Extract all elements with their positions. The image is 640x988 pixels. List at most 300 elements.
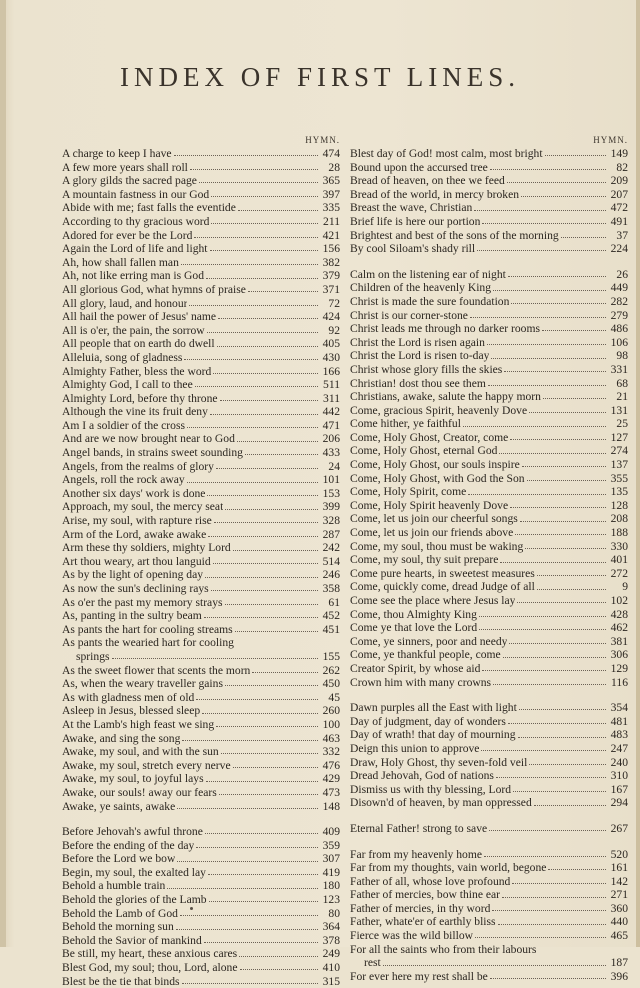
index-entry [350, 553, 628, 567]
first-line-text: Christ the Lord is risen again [350, 335, 485, 349]
hymn-number: 486 [610, 322, 628, 336]
first-line-text: Brightest and best of the sons of the morning [350, 228, 559, 242]
first-line-text: Behold the Savior of mankind [62, 933, 202, 947]
first-line-text: As, when the weary traveller gains [62, 677, 223, 691]
first-line-text: Dread Jehovah, God of nations [350, 769, 494, 783]
hymn-number: 474 [322, 147, 340, 160]
hymn-number: 306 [610, 648, 628, 662]
hymn-number: 279 [610, 308, 628, 322]
hymn-number: 242 [322, 541, 340, 555]
first-line-text: Come, let us join our cheerful songs [350, 512, 518, 526]
dot-leader [204, 617, 318, 618]
hymn-number: 207 [610, 187, 628, 201]
first-line-text: For all the saints who from their labours [350, 942, 537, 956]
index-entry [62, 623, 340, 637]
index-entry [62, 365, 340, 379]
first-line-text: Behold the morning sun [62, 920, 174, 934]
index-entry [350, 336, 628, 350]
index-entry [62, 759, 340, 773]
index-entry [350, 268, 628, 282]
first-line-text: Come, Holy Ghost, with God the Son [350, 471, 525, 485]
index-entry [350, 742, 628, 756]
first-line-text: Come, my soul, thy suit prepare [350, 553, 499, 567]
index-entry [350, 295, 628, 309]
first-line-text: Come hither, ye faithful [350, 417, 461, 431]
dot-leader [211, 590, 318, 591]
first-line-text: Christ is made the sure foundation [350, 294, 510, 308]
hymn-number: 209 [610, 174, 628, 188]
first-line-text: Creator Spirit, by whose aid [350, 661, 481, 675]
dot-leader [209, 901, 318, 902]
first-line-text: Come, quickly come, dread Judge of all [350, 580, 535, 594]
first-line-text: Blest God, my soul; thou, Lord, alone [62, 961, 238, 975]
hymn-number: 311 [323, 391, 340, 405]
dot-leader [513, 791, 606, 792]
index-entry [62, 691, 340, 705]
hymn-number: 401 [610, 553, 628, 567]
first-line-text: Almighty Lord, before thy throne [62, 391, 218, 405]
first-line-text: Almighty Father, bless the word [62, 364, 212, 378]
dot-leader [177, 861, 318, 862]
first-line-text: rest [364, 956, 381, 970]
first-line-text: Christ leads me through no darker rooms [350, 322, 540, 336]
hymn-number: 28 [328, 160, 340, 174]
hymn-number: 82 [616, 160, 628, 174]
first-line-text: For ever here my rest shall be [350, 969, 488, 983]
hymn-number: 360 [610, 901, 628, 915]
index-entry [62, 174, 340, 188]
dot-leader [510, 439, 606, 440]
dot-leader [190, 169, 318, 170]
dot-leader [477, 250, 606, 251]
first-line-text: A mountain fastness in our God [62, 187, 210, 201]
index-entry [62, 432, 340, 446]
hymn-number: 101 [322, 473, 340, 487]
first-line-text: As pants the wearied hart for cooling [62, 636, 234, 650]
hymn-number: 206 [322, 432, 340, 446]
first-line-text: Come, Holy Ghost, Creator, come [350, 430, 509, 444]
hymn-number: 421 [322, 228, 340, 242]
hymn-number: 429 [322, 772, 340, 786]
index-entry [350, 201, 628, 215]
index-entry [350, 580, 628, 594]
index-entry [350, 929, 628, 943]
hymn-number: 379 [322, 269, 340, 283]
hymn-number: 419 [322, 865, 340, 879]
right-entry-list [350, 147, 628, 983]
dot-leader [527, 480, 606, 481]
dot-leader [184, 359, 318, 360]
left-hymn-header: HYMN. [305, 135, 340, 145]
index-entry [350, 174, 628, 188]
dot-leader [221, 753, 318, 754]
print-speck [190, 907, 193, 910]
dot-leader [534, 805, 606, 806]
index-entry [350, 676, 628, 690]
index-entry [62, 487, 340, 501]
first-line-text: All people that on earth do dwell [62, 337, 215, 351]
first-line-text: By cool Siloam's shady rill [350, 242, 476, 256]
index-entry [350, 648, 628, 662]
dot-leader [174, 155, 318, 156]
hymn-number: 142 [610, 874, 628, 888]
right-column [350, 134, 628, 983]
dot-leader [210, 250, 318, 251]
dot-leader [475, 937, 606, 938]
first-line-text: As by the light of opening day [62, 568, 204, 582]
dot-leader [493, 684, 606, 685]
dot-leader [217, 346, 318, 347]
dot-leader [218, 318, 318, 319]
index-entry [350, 915, 628, 929]
dot-leader [488, 385, 606, 386]
hymn-number: 102 [610, 594, 628, 607]
dot-leader [248, 291, 318, 292]
hymn-number: 359 [322, 838, 340, 852]
dot-leader [504, 371, 606, 372]
index-entry [350, 404, 628, 418]
index-entry [62, 473, 340, 487]
dot-leader [545, 155, 606, 156]
dot-leader [490, 169, 606, 170]
dot-leader [463, 426, 606, 427]
first-line-text: Bread of heaven, on thee we feed [350, 174, 505, 188]
dot-leader [204, 942, 318, 943]
dot-leader [220, 400, 318, 401]
dot-leader [225, 604, 318, 605]
hymn-number: 272 [610, 566, 628, 580]
first-line-text: All hail the power of Jesus' name [62, 310, 217, 324]
index-entry [350, 848, 628, 862]
first-line-text: Angels, roll the rock away [62, 473, 185, 487]
left-column [62, 134, 340, 988]
dot-leader [468, 494, 606, 495]
dot-leader [508, 723, 606, 724]
index-entry [62, 147, 340, 161]
dot-leader [237, 441, 318, 442]
dot-leader [180, 915, 318, 916]
hymn-number: 310 [610, 769, 628, 783]
hymn-number: 371 [322, 282, 340, 296]
first-line-text: Disown'd of heaven, by man oppressed [350, 796, 532, 810]
index-entry [350, 147, 628, 161]
dot-leader [515, 534, 606, 535]
first-line-text: Come, Holy Ghost, eternal God [350, 444, 498, 458]
index-entry [350, 377, 628, 391]
hymn-number: 463 [322, 731, 340, 745]
index-entry [350, 242, 628, 256]
dot-leader [195, 386, 318, 387]
dot-leader [182, 983, 318, 984]
first-line-text: Father, whate'er of earthly bliss [350, 915, 496, 929]
index-entry [62, 704, 340, 718]
first-line-text: Bound upon the accursed tree [350, 160, 488, 174]
hymn-number: 21 [616, 390, 628, 404]
index-entry [350, 444, 628, 458]
page-gutter-shadow [0, 0, 6, 947]
index-entry [62, 732, 340, 746]
first-line-text: Day of wrath! that day of mourning [350, 728, 516, 742]
page-title: INDEX OF FIRST LINES. [119, 62, 521, 92]
hymn-number: 287 [322, 527, 340, 541]
hymn-number: 61 [328, 595, 340, 609]
hymn-number: 267 [610, 821, 628, 835]
first-line-text: Art thou weary, art thou languid [62, 554, 211, 568]
index-entry [350, 756, 628, 770]
index-entry [350, 363, 628, 377]
hymn-number: 9 [622, 580, 628, 594]
dot-leader [519, 709, 606, 710]
dot-leader [529, 412, 606, 413]
index-entry [62, 947, 340, 961]
dot-leader [189, 305, 318, 306]
hymn-number: 249 [322, 947, 340, 961]
dot-leader [182, 740, 318, 741]
hymn-number: 211 [323, 214, 340, 228]
index-entry [62, 934, 340, 948]
dot-leader [205, 577, 318, 578]
hymn-number: 240 [610, 755, 628, 769]
dot-leader [490, 978, 606, 979]
dot-leader [167, 888, 318, 889]
index-entry [350, 458, 628, 472]
dot-leader [481, 750, 606, 751]
first-line-text: Come, thou Almighty King [350, 607, 477, 621]
index-entry [350, 769, 628, 783]
dot-leader [207, 495, 318, 496]
first-line-text: Again the Lord of life and light [62, 242, 208, 256]
hymn-number: 483 [610, 728, 628, 742]
first-line-text: Brief life is here our portion [350, 214, 481, 228]
first-line-text: Far from my heavenly home [350, 847, 483, 861]
index-entry [62, 866, 340, 880]
index-entry [350, 701, 628, 715]
hymn-number: 153 [322, 486, 340, 500]
index-entry [62, 677, 340, 691]
index-entry [350, 888, 628, 902]
dot-leader [225, 685, 318, 686]
first-line-text: A charge to keep I have [62, 147, 172, 160]
index-entry [62, 229, 340, 243]
dot-leader [219, 794, 318, 795]
hymn-number: 520 [610, 847, 628, 861]
index-entry [350, 309, 628, 323]
dot-leader [492, 910, 606, 911]
first-line-text: Approach, my soul, the mercy seat [62, 500, 224, 514]
dot-leader [537, 589, 606, 590]
index-entry [62, 256, 340, 270]
dot-leader [561, 237, 606, 238]
hymn-number: 481 [610, 714, 628, 728]
index-entry [350, 499, 628, 513]
dot-leader [496, 777, 606, 778]
first-line-text: According to thy gracious word [62, 214, 210, 228]
first-line-text: At the Lamb's high feast we sing [62, 717, 215, 731]
dot-leader [493, 290, 606, 291]
dot-leader [470, 317, 606, 318]
first-line-text: Father of mercies, bow thine ear [350, 888, 501, 902]
index-entry [62, 269, 340, 283]
index-entry [350, 728, 628, 742]
hymn-number: 68 [616, 376, 628, 390]
dot-leader [487, 344, 606, 345]
first-line-text: Angel bands, in strains sweet sounding [62, 446, 243, 460]
first-line-text: All glory, laud, and honour [62, 296, 188, 310]
first-line-text: Begin, my soul, the exalted lay [62, 865, 206, 879]
dot-leader [521, 196, 606, 197]
index-entry [350, 567, 628, 581]
first-line-text: Far from my thoughts, vain world, begone [350, 861, 547, 875]
index-entry [350, 822, 628, 836]
first-line-text: Come, ye thankful people, come [350, 648, 501, 662]
index-entry [350, 526, 628, 540]
first-line-text: Before the ending of the day [62, 838, 195, 852]
dot-leader [484, 856, 606, 857]
index-entry [62, 392, 340, 406]
hymn-number: 378 [322, 933, 340, 947]
hymn-number: 442 [322, 405, 340, 419]
first-line-text: Ah, how shall fallen man [62, 255, 179, 269]
index-entry [350, 902, 628, 916]
dot-leader [176, 929, 318, 930]
hymn-number: 224 [610, 242, 628, 256]
first-line-text: Adored for ever be the Lord [62, 228, 193, 242]
first-line-text: Blest day of God! most calm, most bright [350, 147, 543, 160]
index-entry [350, 188, 628, 202]
index-entry [62, 310, 340, 324]
index-entry [350, 540, 628, 554]
index-entry [350, 861, 628, 875]
index-entry [62, 541, 340, 555]
hymn-number: 80 [328, 906, 340, 920]
index-entry [62, 283, 340, 297]
hymn-number: 430 [322, 350, 340, 364]
dot-leader [507, 182, 606, 183]
first-line-text: Children of the heavenly King [350, 281, 492, 295]
dot-leader [210, 414, 318, 415]
first-line-text: Come ye that love the Lord [350, 621, 478, 635]
first-line-text: As the sweet flower that scents the morn [62, 663, 251, 677]
dot-leader [187, 482, 318, 483]
hymn-number: 98 [616, 349, 628, 363]
hymn-number: 514 [322, 554, 340, 568]
first-line-text: Come see the place where Jesus lay [350, 594, 516, 607]
hymn-number: 451 [322, 622, 340, 636]
dot-leader [474, 210, 606, 211]
hymn-number: 155 [322, 649, 340, 663]
dot-leader [205, 833, 318, 834]
hymn-number: 410 [322, 961, 340, 975]
index-entry [62, 636, 340, 650]
dot-leader [542, 330, 606, 331]
first-line-text: Am I a soldier of the cross [62, 418, 185, 432]
index-entry [350, 621, 628, 635]
index-entry [62, 188, 340, 202]
hymn-number: 476 [322, 758, 340, 772]
hymn-number: 440 [610, 915, 628, 929]
dot-leader [383, 965, 606, 966]
index-entry [350, 349, 628, 363]
dot-leader [479, 616, 606, 617]
first-line-text: Father of mercies, in thy word [350, 901, 491, 915]
first-line-text: Deign this union to approve [350, 741, 480, 755]
dot-leader [498, 924, 606, 925]
first-line-text: Awake, my soul, and with the sun [62, 745, 219, 759]
first-line-text: Draw, Holy Ghost, thy seven-fold veil [350, 755, 528, 769]
first-line-text: Be still, my heart, these anxious cares [62, 947, 238, 961]
index-entry [350, 512, 628, 526]
dot-leader [208, 536, 318, 537]
hymn-number: 294 [610, 796, 628, 810]
first-line-text: Awake, my soul, to joyful lays [62, 772, 204, 786]
index-entry [62, 405, 340, 419]
hymn-number: 433 [322, 446, 340, 460]
first-line-text: Come, ye sinners, poor and needy [350, 634, 508, 648]
hymn-number: 247 [610, 741, 628, 755]
first-line-text: Come, Holy Spirit heavenly Dove [350, 498, 509, 512]
index-entry [62, 555, 340, 569]
first-line-text: Crown him with many crowns [350, 675, 492, 689]
first-line-text: Asleep in Jesus, blessed sleep [62, 704, 201, 718]
dot-leader [213, 563, 318, 564]
dot-leader [213, 373, 318, 374]
first-line-text: Come, my soul, thou must be waking [350, 539, 524, 553]
index-entry [350, 783, 628, 797]
hymn-number: 129 [610, 661, 628, 675]
first-line-text: Christians, awake, salute the happy morn [350, 390, 541, 404]
hymn-number: 137 [610, 458, 628, 472]
first-line-text: As, panting in the sultry beam [62, 609, 202, 623]
index-entry [350, 796, 628, 810]
first-line-text: Come, Holy Ghost, our souls inspire [350, 458, 520, 472]
hymn-number: 45 [328, 690, 340, 704]
first-line-text: A few more years shall roll [62, 160, 188, 174]
index-entry [62, 961, 340, 975]
hymn-number: 449 [610, 281, 628, 295]
first-line-text: springs [76, 649, 110, 663]
hymn-number: 332 [322, 745, 340, 759]
dot-leader [216, 468, 318, 469]
dot-leader [500, 562, 606, 563]
dot-leader [252, 672, 318, 673]
hymn-number: 188 [610, 526, 628, 540]
index-entry [62, 852, 340, 866]
page-edge [636, 0, 640, 947]
dot-leader [202, 713, 318, 714]
hymn-number: 208 [610, 512, 628, 526]
first-line-text: Behold a humble train [62, 879, 166, 893]
dot-leader [529, 764, 606, 765]
index-entry [62, 242, 340, 256]
hymn-number: 37 [616, 228, 628, 242]
first-line-text: Calm on the listening ear of night [350, 267, 506, 281]
dot-leader [233, 550, 318, 551]
first-line-text: Breast the wave, Christian [350, 201, 473, 215]
first-line-text: Before the Lord we bow [62, 852, 176, 866]
hymn-number: 335 [322, 201, 340, 215]
hymn-number: 315 [322, 974, 340, 988]
hymn-number: 452 [322, 609, 340, 623]
dot-leader [245, 454, 318, 455]
hymn-number: 405 [322, 337, 340, 351]
dot-leader [502, 897, 606, 898]
first-line-text: As o'er the past my memory strays [62, 595, 223, 609]
dot-leader [482, 670, 606, 671]
hymn-number: 399 [322, 500, 340, 514]
index-entry [62, 201, 340, 215]
dot-leader [206, 781, 318, 782]
index-entry [350, 635, 628, 649]
